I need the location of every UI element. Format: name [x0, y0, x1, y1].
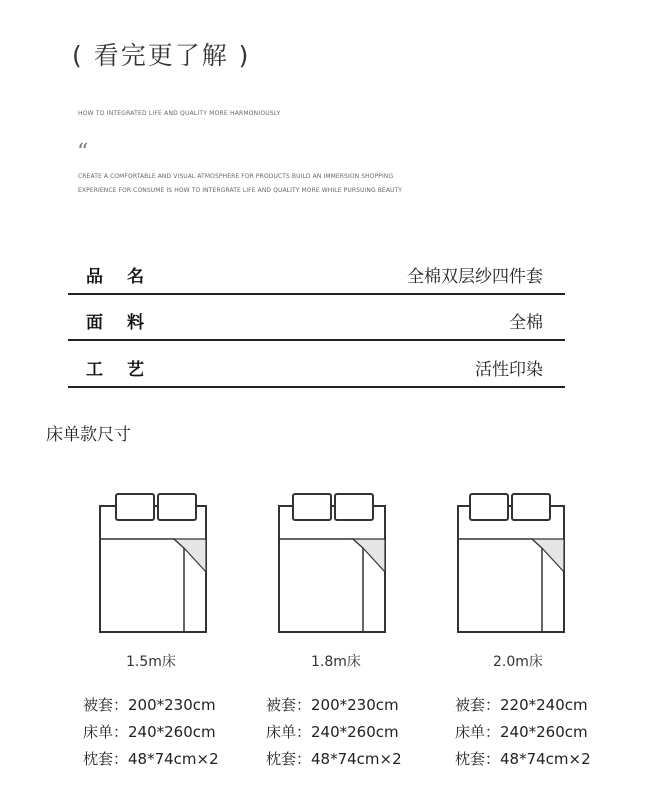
sheet-size: 床单：240*260cm [266, 723, 399, 741]
bed-icon-1-5m [96, 492, 216, 637]
english-subtitle: HOW TO INTEGRATED LIFE AND QUALITY MORE HARMONIOUSLY [78, 110, 281, 117]
duvet-size: 被套：200*230cm [83, 696, 216, 714]
spec-value: 全棉 [509, 313, 543, 333]
spec-row-craft [68, 342, 565, 388]
pillowcase-size: 枕套：48*74cm×2 [455, 750, 591, 768]
bed-size-label: 2.0m床 [493, 654, 543, 670]
bed-icon-1-8m [275, 492, 395, 637]
section-title: 床单款尺寸 [46, 425, 131, 445]
duvet-size: 被套：220*240cm [455, 696, 588, 714]
bed-spec-list [266, 692, 402, 773]
pillowcase-size: 枕套：48*74cm×2 [266, 750, 402, 768]
spec-label: 品名 [86, 267, 168, 287]
spec-value: 全棉双层纱四件套 [407, 267, 543, 287]
spec-value: 活性印染 [475, 360, 543, 380]
bed-spec-list [83, 692, 219, 773]
sheet-size: 床单：240*260cm [83, 723, 216, 741]
page-title: ( 看完更了解 ) [72, 41, 251, 70]
quote-mark: “ [77, 140, 89, 165]
duvet-size: 被套：200*230cm [266, 696, 399, 714]
spec-row-fabric [68, 295, 565, 341]
pillowcase-size: 枕套：48*74cm×2 [83, 750, 219, 768]
spec-label: 面料 [86, 313, 168, 333]
bed-spec-list [455, 692, 591, 773]
bed-size-label: 1.8m床 [311, 654, 361, 670]
bed-size-label: 1.5m床 [126, 654, 176, 670]
spec-row-name [68, 249, 565, 295]
sheet-size: 床单：240*260cm [455, 723, 588, 741]
bed-icon-2-0m [454, 492, 574, 637]
spec-label: 工艺 [86, 360, 168, 380]
english-paragraph: CREATE A COMFORTABLE AND VISUAL ATMOSPHERE FOR PRODUCTS BUILD AN IMMERSION SHOPPING EXPERIENCE FOR CONSUME IS HOW TO INTERGRATE LIFE AND QUALITY MORE WHILE PURSUING BEAUTY [78, 173, 403, 194]
